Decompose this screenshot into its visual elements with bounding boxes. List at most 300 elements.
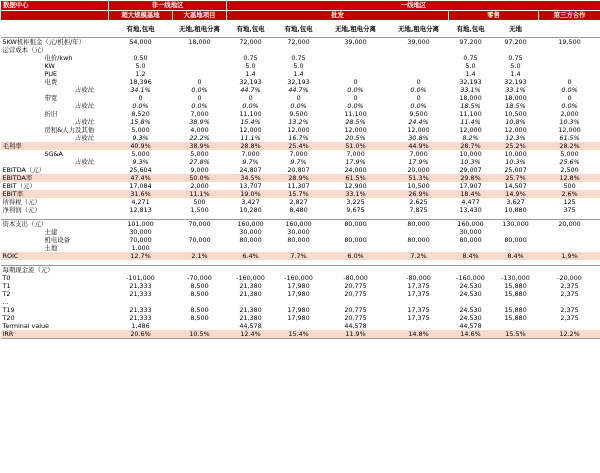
row-label: 占收比 xyxy=(74,158,94,166)
value-cell xyxy=(539,46,600,54)
value-cell: 8,500 xyxy=(190,314,209,322)
value-cell: 30.8% xyxy=(408,134,429,142)
value-cell: 2,000 xyxy=(560,110,579,118)
value-cell: 11.1% xyxy=(240,134,261,142)
table-row xyxy=(1,86,600,94)
value-cell: 12,000 xyxy=(558,126,581,134)
table-row xyxy=(1,46,600,54)
value-cell: 12,000 xyxy=(459,126,482,134)
value-cell xyxy=(493,266,539,275)
value-cell: -80,000 xyxy=(406,274,431,282)
value-cell: 24,530 xyxy=(459,282,482,290)
value-cell: 15.4% xyxy=(240,118,261,126)
value-cell xyxy=(389,228,449,236)
value-cell xyxy=(227,46,275,54)
value-cell xyxy=(389,244,449,252)
row-label: PUE xyxy=(44,70,58,78)
table-row xyxy=(1,322,600,330)
group-tier1: 一线地区 xyxy=(227,1,600,11)
value-cell: 0 xyxy=(197,78,202,86)
value-cell xyxy=(227,244,275,252)
table-row xyxy=(1,110,600,118)
value-cell: 3,627 xyxy=(506,198,525,206)
value-cell: 51.0% xyxy=(323,142,389,150)
row-label: 运营成本（元） xyxy=(2,46,48,54)
table-row xyxy=(1,62,600,70)
value-cell: 25.2% xyxy=(493,142,539,150)
col-header: 无地,租电分离 xyxy=(173,21,227,38)
value-cell: 7.2% xyxy=(389,252,449,260)
value-cell: 51.3% xyxy=(389,174,449,182)
value-cell: 17,980 xyxy=(287,314,310,322)
table-row xyxy=(1,174,600,182)
table-row xyxy=(1,166,600,174)
value-cell xyxy=(449,298,493,306)
value-cell xyxy=(389,266,449,275)
sub-hyperscale: 超大规模基地 xyxy=(109,11,173,21)
value-cell: 24,530 xyxy=(459,290,482,298)
value-cell: 31.6% xyxy=(109,190,173,198)
value-cell: 28.2% xyxy=(539,142,600,150)
value-cell: 20,775 xyxy=(344,314,367,322)
value-cell: 24,530 xyxy=(459,314,482,322)
value-cell: 97,200 xyxy=(504,38,527,46)
value-cell: 30,000 xyxy=(287,228,310,236)
value-cell: 5,000 xyxy=(131,126,150,134)
value-cell: 4,271 xyxy=(131,198,150,206)
value-cell: 17,375 xyxy=(407,282,430,290)
value-cell xyxy=(389,46,449,54)
value-cell: 10.3% xyxy=(460,158,481,166)
value-cell xyxy=(323,54,389,62)
value-cell: 2,375 xyxy=(560,306,579,314)
value-cell: 47.4% xyxy=(109,174,173,182)
value-cell xyxy=(539,322,600,330)
table-row xyxy=(1,306,600,314)
value-cell: 5,000 xyxy=(560,150,579,158)
header-row-1 xyxy=(1,1,600,11)
value-cell: -160,000 xyxy=(284,274,313,282)
value-cell xyxy=(173,228,227,236)
value-cell: 39,000 xyxy=(344,38,367,46)
value-cell: 9.7% xyxy=(290,158,307,166)
row-label: ROIC xyxy=(1,252,109,260)
value-cell: 9.7% xyxy=(242,158,259,166)
row-label: 机电设备 xyxy=(44,236,71,244)
value-cell xyxy=(323,244,389,252)
value-cell: 20,807 xyxy=(287,166,310,174)
value-cell: 5.0 xyxy=(293,62,304,70)
value-cell: 125 xyxy=(563,198,576,206)
table-row xyxy=(1,274,600,282)
row-label: 资本支出（元） xyxy=(1,220,109,229)
value-cell: 14,507 xyxy=(504,182,527,190)
value-cell: 0 xyxy=(248,94,253,102)
value-cell: 0.0% xyxy=(132,102,149,110)
value-cell: 15,880 xyxy=(504,314,527,322)
table-row xyxy=(1,282,600,290)
value-cell xyxy=(493,228,539,236)
value-cell: 8.4% xyxy=(493,252,539,260)
value-cell: -101,000 xyxy=(126,274,155,282)
table-row xyxy=(1,190,600,198)
value-cell: 10,880 xyxy=(504,206,527,214)
value-cell: 2.1% xyxy=(173,252,227,260)
value-cell: 12.2% xyxy=(539,330,600,339)
value-cell: 80,000 xyxy=(407,236,430,244)
value-cell: 5.0 xyxy=(510,62,521,70)
row-label: 土建 xyxy=(44,228,58,236)
value-cell: 7.7% xyxy=(275,252,323,260)
value-cell: 11,100 xyxy=(344,110,367,118)
value-cell: 25.4% xyxy=(275,142,323,150)
column-header-row xyxy=(1,21,600,38)
value-cell: 21,380 xyxy=(239,314,262,322)
value-cell: 21,333 xyxy=(129,282,152,290)
value-cell: 26.9% xyxy=(389,190,449,198)
value-cell: 80,000 xyxy=(287,236,310,244)
value-cell: 1,500 xyxy=(190,206,209,214)
value-cell: 24.4% xyxy=(408,118,429,126)
value-cell xyxy=(493,322,539,330)
row-label: 占收比 xyxy=(74,118,94,126)
value-cell: 24,000 xyxy=(344,166,367,174)
value-cell: 0.75 xyxy=(243,54,258,62)
value-cell: 17.9% xyxy=(408,158,429,166)
value-cell: 33.1% xyxy=(505,86,526,94)
table-row xyxy=(1,94,600,102)
value-cell: 0 xyxy=(197,94,202,102)
value-cell: 1.4 xyxy=(510,70,521,78)
value-cell: 6.4% xyxy=(227,252,275,260)
value-cell: 13.2% xyxy=(288,118,309,126)
value-cell: 500 xyxy=(193,198,206,206)
value-cell xyxy=(389,322,449,330)
value-cell: 28.8% xyxy=(227,142,275,150)
value-cell: 9,500 xyxy=(409,110,428,118)
row-label: T20 xyxy=(2,314,15,322)
value-cell: 5.0 xyxy=(135,62,146,70)
value-cell xyxy=(227,266,275,275)
value-cell: 17,980 xyxy=(287,290,310,298)
value-cell xyxy=(539,62,600,70)
value-cell: 21,380 xyxy=(239,282,262,290)
value-cell: 2,000 xyxy=(190,182,209,190)
value-cell: 30,000 xyxy=(129,228,152,236)
value-cell: 72,000 xyxy=(239,38,262,46)
value-cell: 5.0 xyxy=(245,62,256,70)
value-cell: 5,000 xyxy=(131,150,150,158)
value-cell: 20.6% xyxy=(109,330,173,339)
value-cell: 0 xyxy=(296,94,301,102)
value-cell: 14.6% xyxy=(449,330,493,339)
value-cell xyxy=(275,298,323,306)
value-cell: 15.8% xyxy=(130,118,151,126)
value-cell: 11.4% xyxy=(460,118,481,126)
value-cell: 61.5% xyxy=(559,134,580,142)
value-cell: -80,000 xyxy=(343,274,368,282)
value-cell: -130,000 xyxy=(501,274,530,282)
value-cell: 1.2 xyxy=(135,70,146,78)
value-cell: 12,813 xyxy=(129,206,152,214)
value-cell: 10.5% xyxy=(173,330,227,339)
value-cell: 17,375 xyxy=(407,306,430,314)
value-cell: 18.5% xyxy=(505,102,526,110)
value-cell: 30,000 xyxy=(239,228,262,236)
value-cell: 10,280 xyxy=(239,206,262,214)
table-row xyxy=(1,134,600,142)
table-row xyxy=(1,330,600,339)
value-cell: 17,375 xyxy=(407,290,430,298)
value-cell: 2,625 xyxy=(409,198,428,206)
table-row xyxy=(1,198,600,206)
value-cell: 8,520 xyxy=(131,110,150,118)
sub-retail: 零售 xyxy=(449,11,539,21)
value-cell: 18.5% xyxy=(460,102,481,110)
value-cell: 160,000 xyxy=(275,220,323,229)
value-cell: 9.3% xyxy=(132,158,149,166)
col-header xyxy=(539,21,600,38)
value-cell: 44,578 xyxy=(344,322,367,330)
value-cell: 17,980 xyxy=(287,306,310,314)
value-cell: 11.1% xyxy=(173,190,227,198)
value-cell: 2,375 xyxy=(560,314,579,322)
value-cell: 12.7% xyxy=(109,252,173,260)
value-cell: 21,333 xyxy=(129,314,152,322)
value-cell: 17,980 xyxy=(287,282,310,290)
value-cell: 21,333 xyxy=(129,290,152,298)
row-label: 每期现金流（元） xyxy=(1,266,109,275)
value-cell xyxy=(323,228,389,236)
value-cell: 18,000 xyxy=(459,94,482,102)
value-cell: 44.9% xyxy=(389,142,449,150)
value-cell xyxy=(275,322,323,330)
row-label: 净利润（元） xyxy=(2,206,41,214)
col-header: 无地,租电分离 xyxy=(389,21,449,38)
value-cell: 10.3% xyxy=(505,158,526,166)
col-header: 无地 xyxy=(493,21,539,38)
value-cell: 18,000 xyxy=(504,94,527,102)
value-cell: 130,000 xyxy=(493,220,539,229)
value-cell: 28.5% xyxy=(345,118,366,126)
row-label: T0 xyxy=(2,274,11,282)
value-cell xyxy=(539,228,600,236)
value-cell: 8,500 xyxy=(190,282,209,290)
value-cell: 13,430 xyxy=(459,206,482,214)
value-cell: 4,000 xyxy=(190,126,209,134)
row-label: 电费 xyxy=(44,78,58,86)
table-row xyxy=(1,236,600,244)
value-cell xyxy=(173,46,227,54)
value-cell: 29,007 xyxy=(459,166,482,174)
value-cell: 12,000 xyxy=(344,126,367,134)
value-cell xyxy=(173,322,227,330)
row-label: Terminal value xyxy=(2,322,49,330)
value-cell: -160,000 xyxy=(236,274,265,282)
value-cell: -70,000 xyxy=(187,274,212,282)
value-cell: 12.8% xyxy=(539,174,600,182)
value-cell: 80,000 xyxy=(389,220,449,229)
value-cell: 2.6% xyxy=(539,190,600,198)
value-cell: 160,000 xyxy=(227,220,275,229)
table-row xyxy=(1,54,600,62)
row-label: 毛利率 xyxy=(1,142,109,150)
value-cell: 6.0% xyxy=(323,252,389,260)
table-row xyxy=(1,266,600,275)
value-cell: 14.8% xyxy=(389,330,449,339)
col-header: 无地,租电分离 xyxy=(323,21,389,38)
row-label: 占收比 xyxy=(74,134,94,142)
value-cell: 17,907 xyxy=(459,182,482,190)
value-cell: 25.7% xyxy=(493,174,539,182)
value-cell: -160,000 xyxy=(456,274,485,282)
value-cell: 20,775 xyxy=(344,290,367,298)
row-label: 折旧 xyxy=(44,110,58,118)
table-row xyxy=(1,102,600,110)
value-cell: 15,880 xyxy=(504,306,527,314)
table-row xyxy=(1,206,600,214)
value-cell xyxy=(173,298,227,306)
value-cell xyxy=(109,266,173,275)
value-cell: 80,000 xyxy=(344,236,367,244)
value-cell xyxy=(493,46,539,54)
row-label: ... xyxy=(2,298,9,306)
value-cell: 15.5% xyxy=(493,330,539,339)
value-cell: 80,000 xyxy=(239,236,262,244)
value-cell: 1.4 xyxy=(245,70,256,78)
value-cell: 5,000 xyxy=(190,150,209,158)
value-cell xyxy=(173,266,227,275)
value-cell: 80,000 xyxy=(504,236,527,244)
value-cell: 10,000 xyxy=(459,150,482,158)
value-cell: 0.50 xyxy=(133,54,148,62)
value-cell: 25,007 xyxy=(504,166,527,174)
table-row xyxy=(1,182,600,190)
value-cell: 32,193 xyxy=(504,78,527,86)
value-cell: 29.8% xyxy=(449,174,493,182)
value-cell xyxy=(539,266,600,275)
value-cell: 70,000 xyxy=(129,236,152,244)
value-cell: 80,000 xyxy=(323,220,389,229)
row-label: SG&A xyxy=(44,150,63,158)
col-header: 有地,包电 xyxy=(227,21,275,38)
value-cell: 2,375 xyxy=(560,290,579,298)
value-cell: 0 xyxy=(416,78,421,86)
value-cell: 8,500 xyxy=(190,290,209,298)
value-cell: 0 xyxy=(567,94,572,102)
value-cell: 0.0% xyxy=(347,86,364,94)
value-cell xyxy=(323,70,389,78)
row-label: 5KW机柜租金（元/机柜/年） xyxy=(2,38,86,46)
value-cell: 12,000 xyxy=(504,126,527,134)
row-label: T2 xyxy=(2,290,11,298)
header-row-2 xyxy=(1,11,600,21)
value-cell: 10,500 xyxy=(407,182,430,190)
col-header: 有地,包电 xyxy=(275,21,323,38)
value-cell: 13,707 xyxy=(239,182,262,190)
table-row xyxy=(1,142,600,150)
table-row xyxy=(1,252,600,260)
value-cell: 0.0% xyxy=(191,86,208,94)
value-cell: 0.75 xyxy=(291,54,306,62)
row-label: EBITDA（元） xyxy=(2,166,46,174)
row-label: T19 xyxy=(2,306,15,314)
value-cell: 40.9% xyxy=(109,142,173,150)
row-label: 土地 xyxy=(44,244,58,252)
row-label: EBITDA率 xyxy=(1,174,109,182)
row-label: 房租&人力及其他 xyxy=(44,126,95,134)
value-cell xyxy=(539,244,600,252)
value-cell: 7,000 xyxy=(241,150,260,158)
value-cell xyxy=(323,266,389,275)
value-cell: 500 xyxy=(563,182,576,190)
value-cell: 32,193 xyxy=(239,78,262,86)
value-cell xyxy=(539,298,600,306)
value-cell xyxy=(539,54,600,62)
value-cell: 20,775 xyxy=(344,306,367,314)
value-cell: 0.0% xyxy=(410,86,427,94)
value-cell: 8,500 xyxy=(190,306,209,314)
value-cell: 21,380 xyxy=(239,306,262,314)
value-cell xyxy=(389,54,449,62)
value-cell xyxy=(449,266,493,275)
value-cell xyxy=(173,62,227,70)
value-cell xyxy=(173,70,227,78)
value-cell: 20.5% xyxy=(345,134,366,142)
value-cell xyxy=(389,62,449,70)
group-non-tier1: 非一线地区 xyxy=(109,1,227,11)
value-cell: 44,578 xyxy=(459,322,482,330)
value-cell: 9.3% xyxy=(132,134,149,142)
value-cell: 44.7% xyxy=(240,86,261,94)
value-cell: 12.4% xyxy=(227,330,275,339)
value-cell: 22.2% xyxy=(189,134,210,142)
value-cell: 10,500 xyxy=(504,110,527,118)
value-cell: 61.5% xyxy=(323,174,389,182)
value-cell: 9,000 xyxy=(190,166,209,174)
value-cell: 12,900 xyxy=(344,182,367,190)
value-cell: 15.7% xyxy=(275,190,323,198)
value-cell: 28.7% xyxy=(449,142,493,150)
value-cell: 12.3% xyxy=(505,134,526,142)
value-cell: 8.2% xyxy=(462,134,479,142)
value-cell: 25.6% xyxy=(559,158,580,166)
row-label: 所得税（元） xyxy=(2,198,41,206)
corner-cell: 数据中心 xyxy=(1,1,109,11)
value-cell: 34.5% xyxy=(227,174,275,182)
value-cell: 39,000 xyxy=(407,38,430,46)
value-cell: 5.0 xyxy=(465,62,476,70)
sub-big-project: 大基地项目 xyxy=(173,11,227,21)
value-cell: 0.0% xyxy=(410,102,427,110)
value-cell: 8,480 xyxy=(289,206,308,214)
value-cell: 4,477 xyxy=(461,198,480,206)
value-cell xyxy=(323,46,389,54)
value-cell: 1,486 xyxy=(131,322,150,330)
value-cell: 50.0% xyxy=(173,174,227,182)
value-cell: 32,193 xyxy=(459,78,482,86)
value-cell: 10.3% xyxy=(559,118,580,126)
value-cell xyxy=(275,46,323,54)
value-cell: 11,100 xyxy=(459,110,482,118)
value-cell: 0.0% xyxy=(561,102,578,110)
value-cell: 12,000 xyxy=(287,126,310,134)
value-cell: 11,307 xyxy=(287,182,310,190)
table-row xyxy=(1,244,600,252)
row-label: 占收比 xyxy=(74,86,94,94)
value-cell: 24,530 xyxy=(459,306,482,314)
value-cell xyxy=(173,54,227,62)
